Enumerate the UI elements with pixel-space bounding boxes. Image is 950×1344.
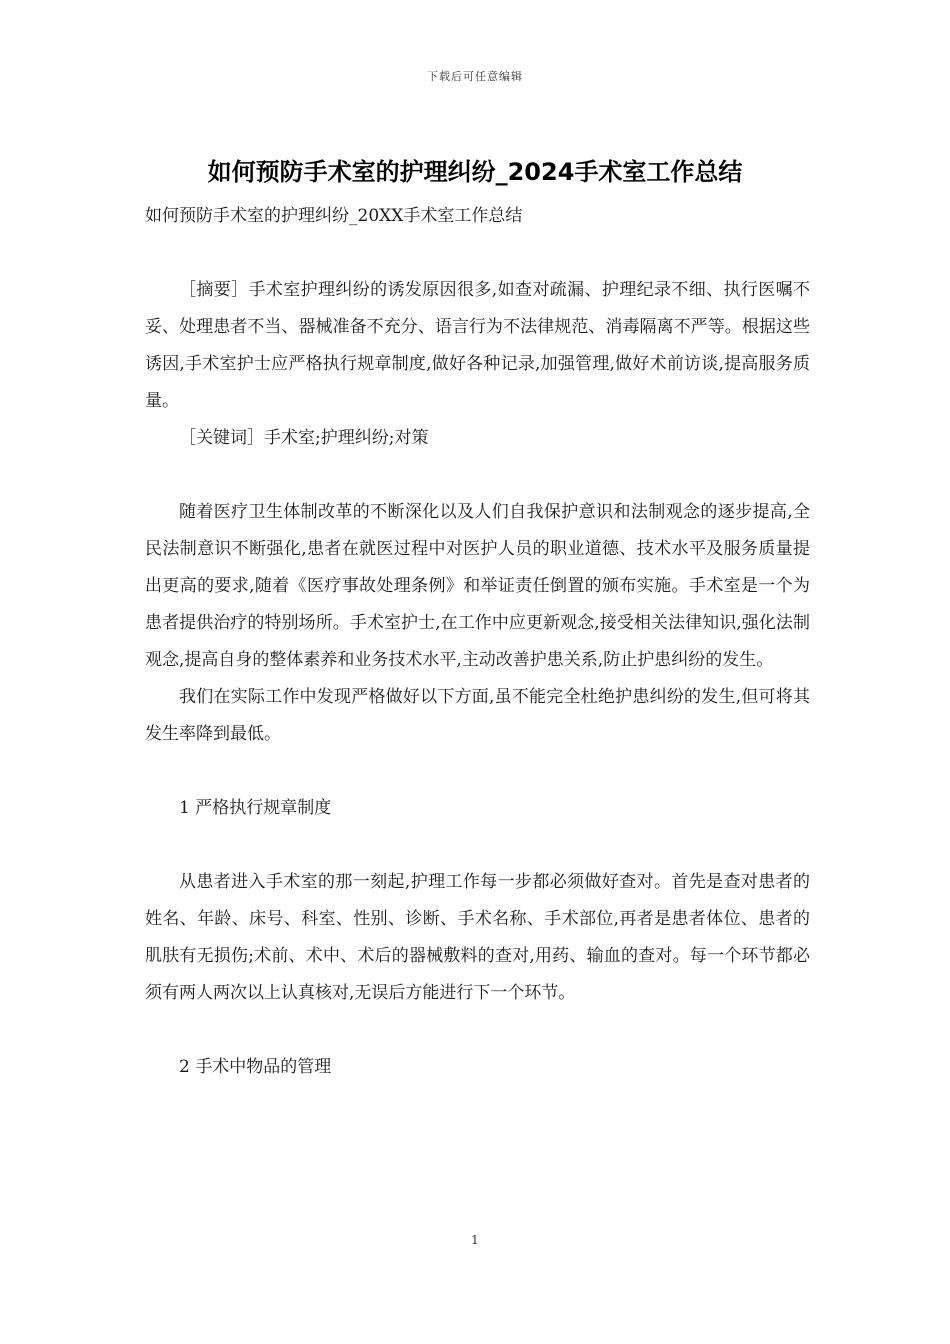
practice-paragraph: 我们在实际工作中发现严格做好以下方面,虽不能完全杜绝护患纠纷的发生,但可将其发生率降到最低。 [145, 687, 810, 744]
blank-line [145, 827, 810, 864]
intro-paragraph: 随着医疗卫生体制改革的不断深化以及人们自我保护意识和法制观念的逐步提高,全民法制意识不断强化,患者在就医过程中对医护人员的职业道德、技术水平及服务质量提出更高的要求,随着《医疗事故处理条例》和举证责任倒置的颁布实施。手术室是一个为患者提供治疗的特别场所。手术室护士,在工作中应更新观念,接受相关法律知识,强化法制观念,提高自身的整体素养和业务技术水平,主动改善护患关系,防止护患纠纷的发生。 [145, 502, 810, 670]
section-1-heading: 1 严格执行规章制度 [179, 798, 332, 818]
section-2-heading: 2 手术中物品的管理 [179, 1057, 332, 1077]
document-title: 如何预防手术室的护理纠纷_2024手术室工作总结 [207, 158, 743, 186]
blank-line [145, 1012, 810, 1049]
keywords-paragraph: ［关键词］手术室;护理纠纷;对策 [179, 428, 429, 448]
section-1-paragraph: 从患者进入手术室的那一刻起,护理工作每一步都必须做好查对。首先是查对患者的姓名、年龄、床号、科室、性别、诊断、手术名称、手术部位,再者是患者体位、患者的肌肤有无损伤;术前、术中、术后的器械敷料的查对,用药、输血的查对。每一个环节都必须有两人两次以上认真核对,无误后方能进行下一个环节。 [145, 872, 810, 1003]
abstract-paragraph: ［摘要］手术室护理纠纷的诱发原因很多,如查对疏漏、护理纪录不细、执行医嘱不妥、处理患者不当、器械准备不充分、语言行为不法律规范、消毒隔离不严等。根据这些诱因,手术室护士应严格执行规章制度,做好各种记录,加强管理,做好术前访谈,提高服务质量。 [145, 280, 810, 411]
document-body [145, 198, 810, 1086]
page-number: 1 [471, 1233, 479, 1247]
document-subtitle: 如何预防手术室的护理纠纷_20XX手术室工作总结 [145, 206, 523, 226]
header-note: 下载后可任意编辑 [427, 70, 523, 83]
blank-line [145, 235, 810, 272]
blank-line [145, 457, 810, 494]
blank-line [145, 753, 810, 790]
